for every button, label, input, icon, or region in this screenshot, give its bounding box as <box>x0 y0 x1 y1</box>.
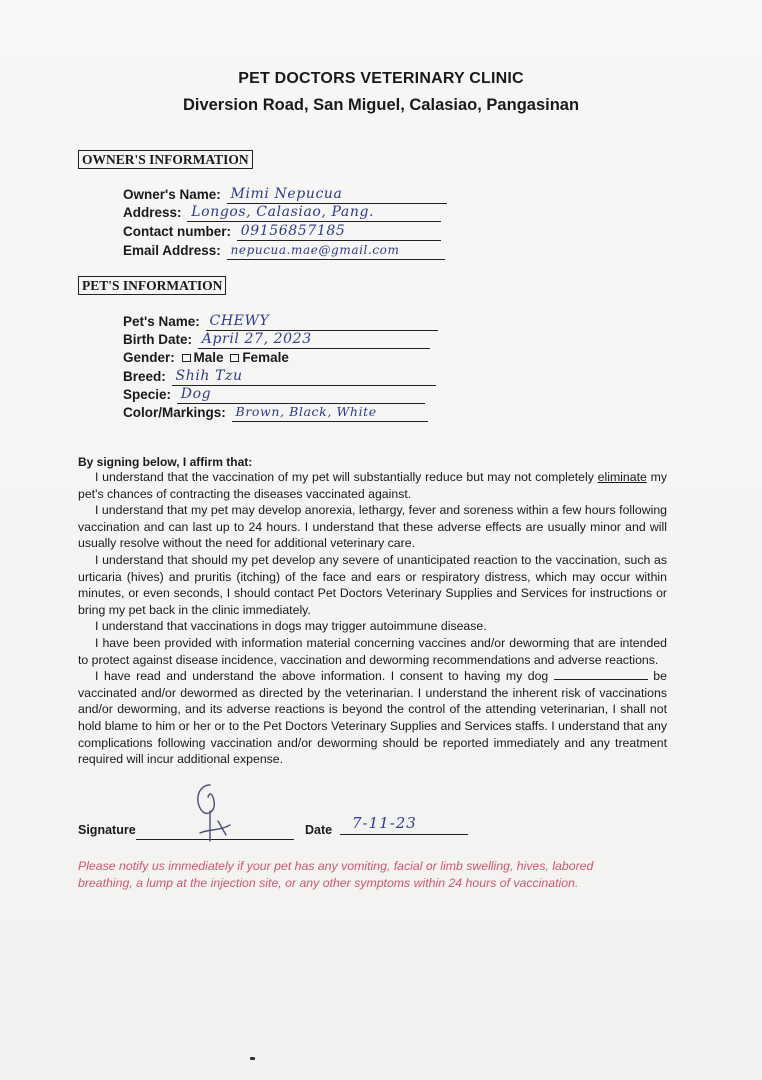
affirmation-paragraph-4: I understand that vaccinations in dogs may trigger autoimmune disease. <box>95 619 487 634</box>
email-value: nepucua.mae@gmail.com <box>230 243 400 257</box>
address-value: Longos, Calasiao, Pang. <box>191 204 375 220</box>
p1-text-a: I understand that the vaccination of my pet will substantially reduce but may not completely <box>95 470 598 484</box>
affirmation-paragraph-2: I understand that my pet may develop anorexia, lethargy, fever and soreness within a few hours following vaccination and can last up to 24 hours. I understand that these adverse effects are usually minor and will usually resolve without the need for additional veterinary care. <box>78 503 667 551</box>
date-value: 7-11-23 <box>352 814 417 832</box>
birth-date-label: Birth Date: <box>123 332 193 347</box>
affirmation-title: By signing below, I affirm that: <box>78 455 253 469</box>
dog-name-blank[interactable] <box>554 668 648 680</box>
breed-label: Breed: <box>123 369 166 384</box>
specie-label: Specie: <box>123 387 172 402</box>
signature-row <box>78 814 417 840</box>
breed-line <box>172 368 436 386</box>
breed-field <box>123 368 436 386</box>
address-line <box>187 204 441 222</box>
birth-date-field <box>123 331 430 349</box>
address-field <box>123 204 441 222</box>
contact-field <box>123 223 441 241</box>
male-checkbox[interactable] <box>182 354 191 362</box>
female-checkbox[interactable] <box>230 354 239 362</box>
owner-name-line <box>227 186 447 204</box>
color-line <box>232 404 428 422</box>
p6-text-a: I have read and understand the above information. I consent to having my dog <box>95 669 554 684</box>
affirmation-body <box>78 469 667 768</box>
owner-name-field <box>123 186 447 204</box>
specie-field <box>123 386 425 404</box>
color-label: Color/Markings: <box>123 405 226 420</box>
owner-section-title: OWNER'S INFORMATION <box>78 150 253 169</box>
specie-value: Dog <box>180 386 212 402</box>
affirmation-paragraph-3: I understand that should my pet develop any severe of unanticipated reaction to the vaccination, such as urticaria (hives) and pruritis (itching) of the face and ears or respiratory distress, which may occur within minutes, or even seconds, I should contact Pet Doctors Veterinary Supplies and Services for instructions or bring my pet back in the clinic immediately. <box>78 552 667 617</box>
p6-text-b: be vaccinated and/or dewormed as directed by the veterinarian. I understand the inherent risk of vaccinations and/or deworming, and its adverse reactions is beyond the control of the attending veterinarian, I shall not hold blame to him or her or to the Pet Doctors Veterinary Supplies and Services staffs. I understand that any complications following vaccination and/or deworming should be reported immediately and any treatment required will incur additional expense. <box>78 669 667 767</box>
contact-line <box>237 223 441 241</box>
owner-name-value: Mimi Nepucua <box>230 186 343 202</box>
gender-field <box>123 349 289 367</box>
gender-male-label: Male <box>193 350 224 365</box>
clinic-name: PET DOCTORS VETERINARY CLINIC <box>238 70 524 87</box>
affirmation-paragraph-5: I have been provided with information material concerning vaccines and/or deworming that are intended to protect against disease incidence, vaccination and deworming recommendations and adverse reactions. <box>78 635 667 667</box>
affirmation-paragraph-6 <box>78 668 667 768</box>
pet-section-title: PET'S INFORMATION <box>78 276 226 295</box>
date-line[interactable] <box>340 814 468 835</box>
pet-name-field <box>123 313 438 331</box>
pet-name-line <box>206 313 438 331</box>
email-field <box>123 242 445 260</box>
handwritten-signature <box>180 781 240 843</box>
address-label: Address: <box>123 205 182 220</box>
clinic-address: Diversion Road, San Miguel, Calasiao, Pangasinan <box>182 96 580 114</box>
p1-text-b: my pet's chances of contracting the diseases vaccinated against. <box>78 470 668 501</box>
date-label: Date <box>305 823 333 837</box>
gender-female-label: Female <box>242 350 289 365</box>
breed-value: Shih Tzu <box>175 368 243 384</box>
gender-label: Gender: <box>123 350 175 365</box>
color-value: Brown, Black, White <box>235 404 377 419</box>
email-label: Email Address: <box>123 243 221 258</box>
birth-date-line <box>198 331 430 349</box>
color-field <box>123 404 428 422</box>
signature-label: Signature <box>78 823 136 837</box>
affirmation-paragraph-1 <box>78 469 667 502</box>
pet-name-label: Pet's Name: <box>123 314 200 329</box>
p1-underlined-word: eliminate <box>597 470 647 484</box>
notice-text: Please notify us immediately if your pet has any vomiting, facial or limb swelling, hives, labored breathing, a lump at the injection site, or any other symptoms within 24 hours of vaccination. <box>78 859 594 890</box>
specie-line <box>177 386 425 404</box>
contact-value: 09156857185 <box>240 223 346 239</box>
pet-name-value: CHEWY <box>209 313 270 329</box>
signature-line[interactable] <box>136 825 294 840</box>
owner-name-label: Owner's Name: <box>123 187 221 202</box>
email-line <box>227 242 445 260</box>
contact-label: Contact number: <box>123 224 231 239</box>
scan-speck <box>250 1057 255 1060</box>
birth-date-value: April 27, 2023 <box>201 331 312 347</box>
